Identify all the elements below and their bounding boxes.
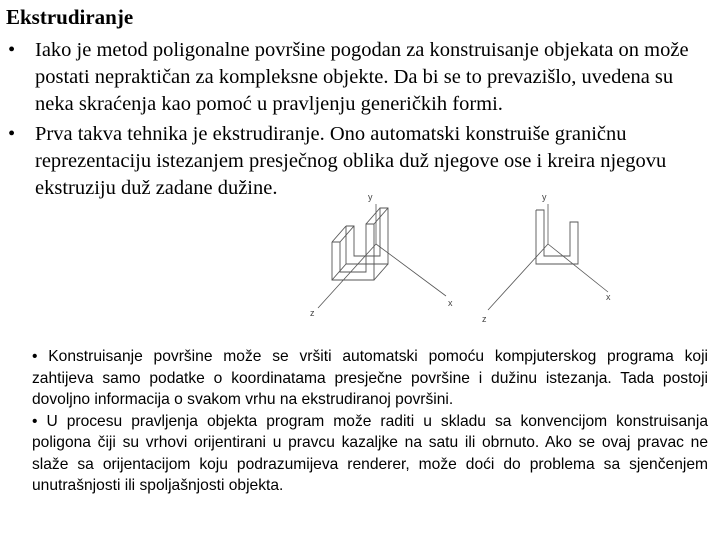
right-axes <box>488 204 608 310</box>
bullet-text: Prva takva tehnika je ekstrudiranje. Ono automatski konstruiše graničnu reprezentaciju istezanjem presječnog oblika duž njegove ose i kreira njegovu ekstruziju duž zadane dužine. <box>35 123 667 199</box>
extrusion-figure <box>296 184 628 334</box>
left-axis-label-y: y <box>368 192 373 202</box>
left-axis-label-z: z <box>310 308 315 318</box>
left-axis-label-x: x <box>448 298 453 308</box>
left-z-axis <box>318 244 376 308</box>
notes-block <box>32 346 708 497</box>
right-axis-label-y: y <box>542 192 547 202</box>
right-axis-label-x: x <box>606 292 611 302</box>
bullet-item <box>6 37 714 118</box>
left-axes <box>318 204 446 308</box>
bullet-list <box>6 37 714 205</box>
note-paragraph: • Konstruisanje površine može se vršiti automatski pomoću kompjuterskog programa koji zahtijeva samo podatke o koordinatama presječne površine i dužinu istezanja. Tada postoji dovoljno informacija o svakom vrhu na ekstrudiranoj površini. <box>32 348 708 408</box>
right-z-axis <box>488 244 548 310</box>
left-x-axis <box>376 244 446 296</box>
bullet-icon: • <box>8 123 16 145</box>
slide-title: Ekstrudiranje <box>6 5 134 29</box>
note-paragraph: • U procesu pravljenja objekta program može raditi u skladu sa konvencijom konstruisanja poligona čiji su vrhovi orijentirani u pravcu kazaljke na satu ili obrnuto. Ako se ovaj pravac ne slaže sa orijentacijom koju podrazumijeva renderer, može doći do problema sa sjenčenjem unutrašnjosti ili spoljašnjosti objekta. <box>32 412 708 494</box>
bullet-text: Iako je metod poligonalne površine pogodan za konstruisanje objekata on može postati nepraktičan za kompleksne objekte. Da bi se to prevazišlo, uvedena su neka skraćenja kao pomoć u pravljenju generičkih formi. <box>35 39 689 115</box>
cross-section-profile <box>536 210 578 264</box>
extruded-solid <box>332 208 388 280</box>
bullet-icon: • <box>8 39 16 61</box>
right-axis-label-z: z <box>482 314 487 324</box>
